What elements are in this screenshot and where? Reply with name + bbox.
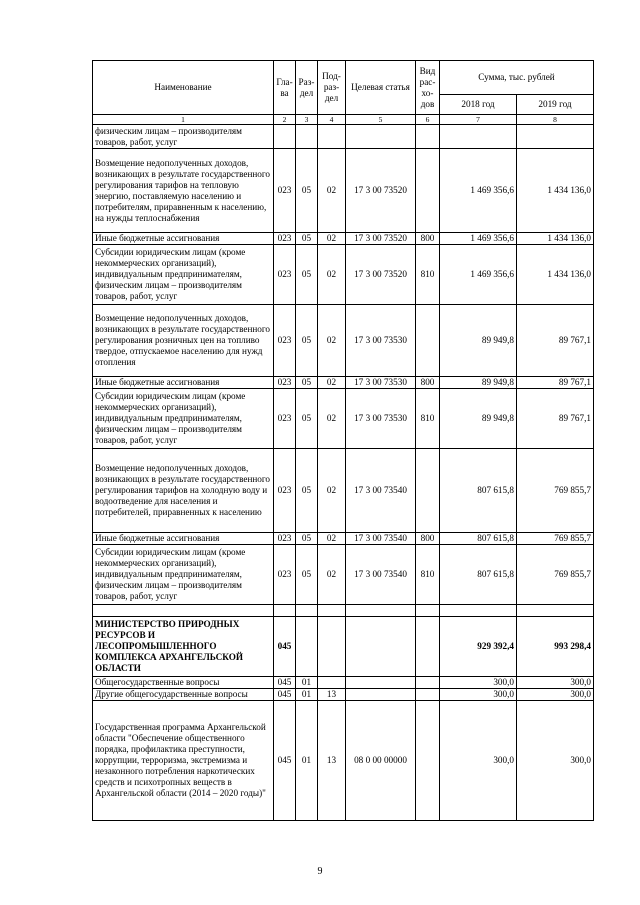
row-subsection: 02 (318, 305, 346, 377)
row-chapter: 023 (274, 377, 296, 389)
row-target: 17 3 00 73530 (346, 389, 416, 449)
page-number: 9 (317, 866, 323, 877)
row-target: 08 0 00 00000 (346, 701, 416, 821)
row-target: 17 3 00 73530 (346, 305, 416, 377)
row-sum-2019: 1 434 136,0 (517, 233, 594, 245)
row-section: 01 (296, 701, 318, 821)
row-chapter: 023 (274, 389, 296, 449)
row-exptype (416, 305, 440, 377)
row-sum-2019: 769 855,7 (517, 533, 594, 545)
row-sum-2018: 1 469 356,6 (440, 149, 517, 233)
header-chapter: Гла-ва (274, 61, 296, 115)
row-sum-2018: 1 469 356,6 (440, 245, 517, 305)
row-target (346, 605, 416, 617)
row-chapter: 023 (274, 449, 296, 533)
row-section: 05 (296, 389, 318, 449)
row-chapter (274, 605, 296, 617)
column-index-row (93, 115, 594, 125)
row-chapter: 023 (274, 305, 296, 377)
table-row (93, 545, 594, 605)
row-exptype (416, 149, 440, 233)
row-exptype: 810 (416, 389, 440, 449)
row-target: 17 3 00 73540 (346, 449, 416, 533)
row-exptype (416, 125, 440, 149)
table-row (93, 305, 594, 377)
header-year-2018: 2018 год (440, 95, 517, 115)
row-section: 05 (296, 305, 318, 377)
header-target: Целевая статья (346, 61, 416, 115)
row-chapter: 023 (274, 245, 296, 305)
row-sum-2019: 300,0 (517, 677, 594, 689)
row-exptype: 800 (416, 233, 440, 245)
row-sum-2018: 89 949,8 (440, 377, 517, 389)
row-sum-2019: 993 298,4 (517, 617, 594, 677)
column-index-cell: 1 (93, 115, 274, 125)
row-chapter: 023 (274, 533, 296, 545)
row-sum-2019: 300,0 (517, 701, 594, 821)
row-exptype (416, 689, 440, 701)
row-chapter: 045 (274, 701, 296, 821)
row-exptype: 810 (416, 245, 440, 305)
table-row (93, 377, 594, 389)
row-exptype (416, 449, 440, 533)
row-subsection: 13 (318, 701, 346, 821)
row-target (346, 617, 416, 677)
row-exptype (416, 605, 440, 617)
table-row (93, 149, 594, 233)
row-sum-2019: 1 434 136,0 (517, 149, 594, 233)
column-index-cell: 7 (440, 115, 517, 125)
table-row (93, 605, 594, 617)
row-target: 17 3 00 73520 (346, 149, 416, 233)
row-chapter: 023 (274, 149, 296, 233)
row-name: физическим лицам – производителям товаров, работ, услуг (93, 125, 274, 149)
row-subsection: 02 (318, 233, 346, 245)
row-name: Государственная программа Архангельской области "Обеспечение общественного порядка, профилактика преступности, коррупции, терроризма, экстремизма и незаконного потребления наркотических средств и психотропных веществ в Архангельской области (2014 – 2020 годы)" (93, 701, 274, 821)
table-row (93, 533, 594, 545)
row-chapter (274, 125, 296, 149)
row-sum-2019: 89 767,1 (517, 305, 594, 377)
row-section: 05 (296, 533, 318, 545)
row-chapter: 023 (274, 233, 296, 245)
row-exptype (416, 701, 440, 821)
row-subsection: 02 (318, 389, 346, 449)
row-name: Возмещение недополученных доходов, возникающих в результате государственного регулирования тарифов на тепловую энергию, поставляемую населению и потребителям, приравненным к населению, на нужды теплоснабжения (93, 149, 274, 233)
row-exptype: 800 (416, 377, 440, 389)
row-subsection (318, 125, 346, 149)
row-exptype: 800 (416, 533, 440, 545)
table-row (93, 245, 594, 305)
table-row (93, 701, 594, 821)
row-subsection: 13 (318, 689, 346, 701)
row-section: 05 (296, 377, 318, 389)
row-sum-2018: 929 392,4 (440, 617, 517, 677)
row-sum-2019: 1 434 136,0 (517, 245, 594, 305)
table-body (93, 125, 594, 821)
row-sum-2019: 769 855,7 (517, 449, 594, 533)
row-chapter: 023 (274, 545, 296, 605)
row-subsection: 02 (318, 149, 346, 233)
header-exptype: Вид рас-хо-дов (416, 61, 440, 115)
row-sum-2018: 1 469 356,6 (440, 233, 517, 245)
row-target (346, 677, 416, 689)
budget-table (92, 60, 594, 821)
header-year-2019: 2019 год (517, 95, 594, 115)
row-sum-2019 (517, 125, 594, 149)
row-section: 05 (296, 149, 318, 233)
table-row (93, 389, 594, 449)
row-name (93, 605, 274, 617)
column-index-cell: 3 (296, 115, 318, 125)
row-name: МИНИСТЕРСТВО ПРИРОДНЫХ РЕСУРСОВ И ЛЕСОПРОМЫШЛЕННОГО КОМПЛЕКСА АРХАНГЕЛЬСКОЙ ОБЛАСТИ (93, 617, 274, 677)
row-sum-2018: 807 615,8 (440, 449, 517, 533)
row-sum-2018: 300,0 (440, 677, 517, 689)
column-index-cell: 8 (517, 115, 594, 125)
row-name: Возмещение недополученных доходов, возникающих в результате государственного регулирования тарифов на холодную воду и водоотведение для населения и потребителей, приравненных к населению (93, 449, 274, 533)
row-chapter: 045 (274, 617, 296, 677)
column-index-cell: 6 (416, 115, 440, 125)
row-sum-2019: 769 855,7 (517, 545, 594, 605)
row-sum-2018: 807 615,8 (440, 533, 517, 545)
row-exptype: 810 (416, 545, 440, 605)
row-sum-2019 (517, 605, 594, 617)
row-target: 17 3 00 73520 (346, 233, 416, 245)
row-section: 05 (296, 245, 318, 305)
row-subsection (318, 677, 346, 689)
row-subsection: 02 (318, 377, 346, 389)
row-target: 17 3 00 73540 (346, 545, 416, 605)
row-target: 17 3 00 73530 (346, 377, 416, 389)
row-section: 05 (296, 449, 318, 533)
row-subsection: 02 (318, 533, 346, 545)
table-row (93, 233, 594, 245)
row-section: 05 (296, 233, 318, 245)
table-row (93, 677, 594, 689)
row-section (296, 605, 318, 617)
row-target: 17 3 00 73540 (346, 533, 416, 545)
row-subsection (318, 617, 346, 677)
row-name: Субсидии юридическим лицам (кроме некоммерческих организаций), индивидуальным предпринимателям, физическим лицам – производителям товаров, работ, услуг (93, 389, 274, 449)
column-index-cell: 5 (346, 115, 416, 125)
row-name: Субсидии юридическим лицам (кроме некоммерческих организаций), индивидуальным предпринимателям, физическим лицам – производителям товаров, работ, услуг (93, 545, 274, 605)
row-subsection: 02 (318, 245, 346, 305)
row-name: Субсидии юридическим лицам (кроме некоммерческих организаций), индивидуальным предпринимателям, физическим лицам – производителям товаров, работ, услуг (93, 245, 274, 305)
table-row (93, 125, 594, 149)
column-index-cell: 4 (318, 115, 346, 125)
column-index-cell: 2 (274, 115, 296, 125)
row-name: Другие общегосударственные вопросы (93, 689, 274, 701)
row-section: 01 (296, 689, 318, 701)
table-row (93, 449, 594, 533)
header-sum: Сумма, тыс. рублей (440, 61, 594, 95)
row-name: Возмещение недополученных доходов, возникающих в результате государственного регулирования розничных цен на топливо твердое, отпускаемое населению для нужд отопления (93, 305, 274, 377)
row-sum-2018: 300,0 (440, 689, 517, 701)
row-name: Общегосударственные вопросы (93, 677, 274, 689)
row-subsection (318, 605, 346, 617)
row-subsection: 02 (318, 545, 346, 605)
header-name: Наименование (93, 61, 274, 115)
row-sum-2019: 300,0 (517, 689, 594, 701)
row-sum-2018 (440, 125, 517, 149)
row-section: 05 (296, 545, 318, 605)
row-chapter: 045 (274, 677, 296, 689)
row-section: 01 (296, 677, 318, 689)
row-sum-2018: 300,0 (440, 701, 517, 821)
row-chapter: 045 (274, 689, 296, 701)
row-target: 17 3 00 73520 (346, 245, 416, 305)
row-name: Иные бюджетные ассигнования (93, 377, 274, 389)
row-exptype (416, 617, 440, 677)
row-sum-2018: 807 615,8 (440, 545, 517, 605)
table-row (93, 689, 594, 701)
row-target (346, 689, 416, 701)
row-sum-2018 (440, 605, 517, 617)
row-sum-2018: 89 949,8 (440, 305, 517, 377)
row-sum-2019: 89 767,1 (517, 377, 594, 389)
row-sum-2018: 89 949,8 (440, 389, 517, 449)
row-section (296, 617, 318, 677)
row-exptype (416, 677, 440, 689)
row-target (346, 125, 416, 149)
header-section: Раз-дел (296, 61, 318, 115)
row-subsection: 02 (318, 449, 346, 533)
table-row (93, 617, 594, 677)
row-section (296, 125, 318, 149)
header-subsection: Под-раз-дел (318, 61, 346, 115)
row-name: Иные бюджетные ассигнования (93, 233, 274, 245)
row-name: Иные бюджетные ассигнования (93, 533, 274, 545)
row-sum-2019: 89 767,1 (517, 389, 594, 449)
